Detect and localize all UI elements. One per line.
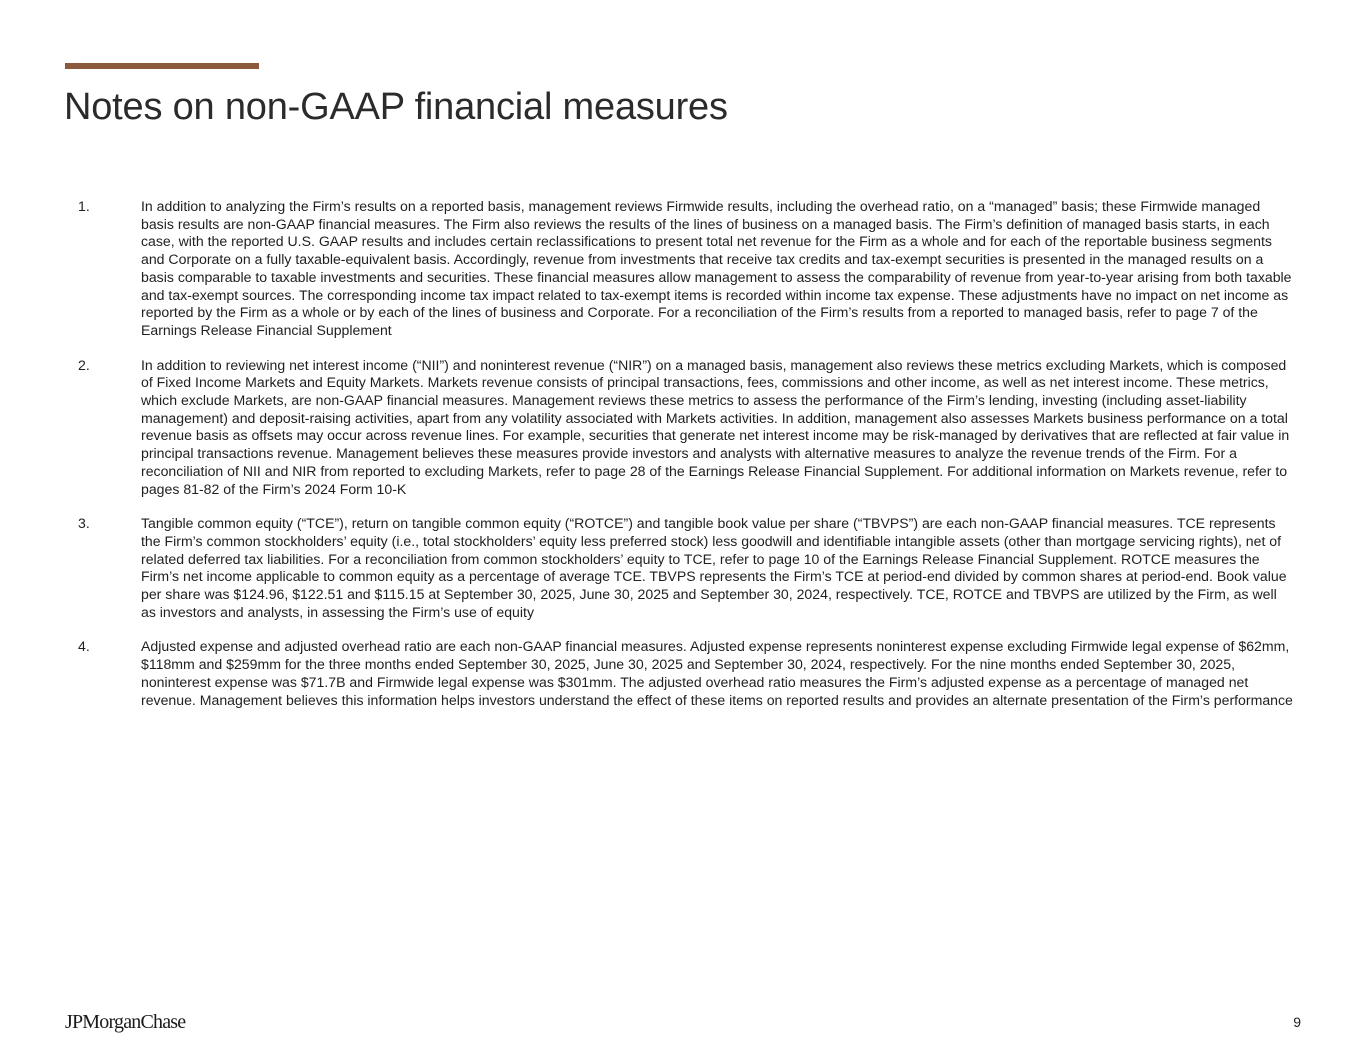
note-number: 3. [78,515,90,532]
company-logo: JPMorganChase [65,1011,186,1033]
note-text: Adjusted expense and adjusted overhead ratio are each non-GAAP financial measures. Adjusted expense represents noninterest expense excluding Firmwide legal expense of $62mm, $118mm and $259mm for the three months ended September 30, 2025, June 30, 2025 and September 30, 2024, respectively. For the nine months ended September 30, 2025, noninterest expense was $71.7B and Firmwide legal expense was $301mm. The adjusted overhead ratio measures the Firm’s adjusted expense as a percentage of managed net revenue. Management believes this information helps investors understand the effect of these items on reported results and provides an alternate presentation of the Firm’s performance [141,638,1293,708]
notes-list [78,198,1293,726]
note-item-1 [78,198,1293,340]
note-item-3 [78,515,1293,621]
note-number: 4. [78,638,90,655]
note-number: 2. [78,356,90,373]
note-text: In addition to reviewing net interest income (“NII”) and noninterest revenue (“NIR”) on a managed basis, management also reviews these metrics excluding Markets, which is composed of Fixed Income Markets and Equity Markets. Markets revenue consists of principal transactions, fees, commissions and other income, as well as net interest income. These metrics, which exclude Markets, are non-GAAP financial measures. Management reviews these metrics to assess the performance of the Firm’s lending, investing (including asset-liability management) and deposit-raising activities, apart from any volatility associated with Markets activities. In addition, management also assesses Markets business performance on a total revenue basis as offsets may occur across revenue lines. For example, securities that generate net interest income may be risk-managed by derivatives that are reflected at fair value in principal transactions revenue. Management believes these measures provide investors and analysts with alternative measures to analyze the revenue trends of the Firm. For a reconciliation of NII and NIR from reported to excluding Markets, refer to page 28 of the Earnings Release Financial Supplement. For additional information on Markets revenue, refer to pages 81-82 of the Firm’s 2024 Form 10-K [141,356,1290,497]
note-text: In addition to analyzing the Firm’s results on a reported basis, management reviews Firmwide results, including the overhead ratio, on a “managed” basis; these Firmwide managed basis results are non-GAAP financial measures. The Firm also reviews the results of the lines of business on a managed basis. The Firm’s definition of managed basis starts, in each case, with the reported U.S. GAAP results and includes certain reclassifications to present total net revenue for the Firm as a whole and for each of the reportable business segments and Corporate on a fully taxable-equivalent basis. Accordingly, revenue from investments that receive tax credits and tax-exempt securities is presented in the managed results on a basis comparable to taxable investments and securities. These financial measures allow management to assess the comparability of revenue from year-to-year arising from both taxable and tax-exempt sources. The corresponding income tax impact related to tax-exempt items is recorded within income tax expense. These adjustments have no impact on net income as reported by the Firm as a whole or by each of the lines of business and Corporate. For a reconciliation of the Firm’s results from a reported to managed basis, refer to page 7 of the Earnings Release Financial Supplement [141,198,1292,338]
note-item-2 [78,357,1293,499]
page-title: Notes on non-GAAP financial measures [64,86,728,128]
note-number: 1. [78,198,90,214]
note-text: Tangible common equity (“TCE”), return on tangible common equity (“ROTCE”) and tangible book value per share (“TBVPS”) are each non-GAAP financial measures. TCE represents the Firm’s common stockholders’ equity (i.e., total stockholders’ equity less preferred stock) less goodwill and identifiable intangible assets (other than mortgage servicing rights), net of related deferred tax liabilities. For a reconciliation from common stockholders’ equity to TCE, refer to page 10 of the Earnings Release Financial Supplement. ROTCE measures the Firm’s net income applicable to common equity as a percentage of average TCE. TBVPS represents the Firm’s TCE at period-end divided by common shares at period-end. Book value per share was $124.96, $122.51 and $115.15 at September 30, 2025, June 30, 2025 and September 30, 2024, respectively. TCE, ROTCE and TBVPS are utilized by the Firm, as well as investors and analysts, in assessing the Firm’s use of equity [141,515,1287,620]
page-number: 9 [1293,1014,1301,1030]
note-item-4 [78,638,1293,709]
title-accent-bar [65,63,259,69]
